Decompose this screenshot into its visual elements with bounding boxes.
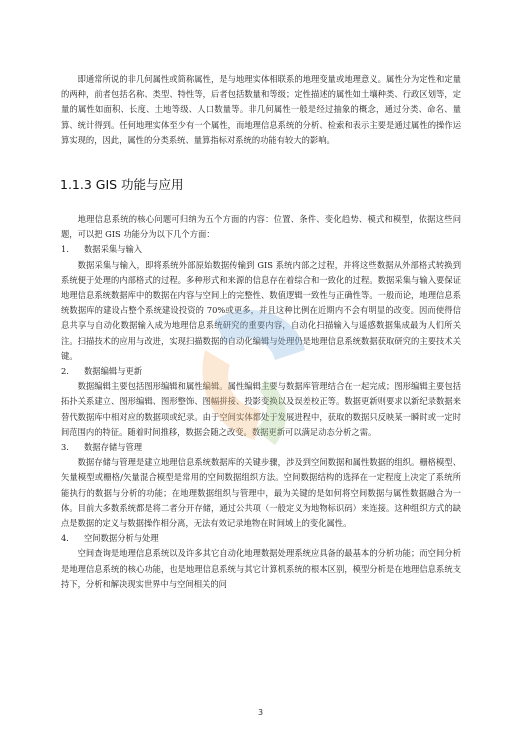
list-item-4 bbox=[61, 531, 461, 592]
list-item-heading bbox=[61, 242, 461, 257]
list-title: 数据编辑与更新 bbox=[84, 366, 143, 377]
list-item-body: 空间查询是地理信息系统以及许多其它自动化地理数据处理系统应具备的最基本的分析功能；而空间分析是地理信息系统的核心功能，也是地理信息系统与其它计算机系统的根本区别，模型分析是在地理信息系统支持下，分析和解决现实世界中与空间相关的问 bbox=[61, 548, 461, 589]
list-number: 3. bbox=[61, 442, 69, 453]
list-item-2 bbox=[61, 364, 461, 440]
list-item-3 bbox=[61, 440, 461, 531]
list-number: 1. bbox=[61, 244, 69, 255]
list-title: 数据存储与管理 bbox=[84, 442, 143, 453]
list-item-heading bbox=[61, 364, 461, 379]
list-item-body: 数据存储与管理是建立地理信息系统数据库的关键步骤，涉及到空间数据和属性数据的组织。栅格模型、矢量模型或栅格/矢量混合模型是常用的空间数据组织方法。空间数据结构的选择在一定程度上决定了系统所能执行的数据与分析的功能；在地理数据组织与管理中，最为关键的是如何将空间数据与属性数据融合为一体。目前大多数系统都是将二者分开存储，通过公共项（一般定义为地物标识码）来连接。这种组织方式的缺点是数据的定义与数据操作相分离，无法有效记录地物在时间域上的变化属性。 bbox=[61, 457, 461, 529]
page-body bbox=[61, 72, 461, 592]
list-number: 4. bbox=[61, 533, 69, 544]
section-heading: 1.1.3 GIS 功能与应用 bbox=[60, 177, 184, 193]
intro-paragraph: 即通常所说的非几何属性或简称属性，是与地理实体相联系的地理变量或地理意义。属性分为定性和定量的两种，前者包括名称、类型、特性等，后者包括数量和等级；定性描述的属性如土壤种类、行政区划等，定量的属性如面积、长度、土地等级、人口数量等。非几何属性一般是经过抽象的概念，通过分类、命名、量算、统计得到。任何地理实体至少有一个属性，而地理信息系统的分析、检索和表示主要是通过属性的操作运算实现的，因此，属性的分类系统、量算指标对系统的功能有较大的影响。 bbox=[61, 74, 461, 145]
page-number: 3 bbox=[257, 708, 264, 717]
section-intro-paragraph: 地理信息系统的核心问题可归纳为五个方面的内容：位置、条件、变化趋势、模式和模型，依据这些问题，可以把 GIS 功能分为以下几个方面： bbox=[61, 214, 461, 240]
list-number: 2. bbox=[61, 366, 69, 377]
list-item-heading bbox=[61, 531, 461, 546]
list-item-heading bbox=[61, 440, 461, 455]
list-item-body: 数据编辑主要包括图形编辑和属性编辑。属性编辑主要与数据库管理结合在一起完成；图形编辑主要包括拓扑关系建立、图形编辑、图形整饰、图幅拼接、投影变换以及误差校正等。数据更新则要求以新纪录数据来替代数据库中相对应的数据项或纪录。由于空间实体都处于发展进程中，获取的数据只反映某一瞬时或一定时间范围内的特征。随着时间推移，数据会随之改变。数据更新可以满足动态分析之需。 bbox=[61, 381, 461, 437]
list-item-body: 数据采集与输入，即将系统外部原始数据传输到 GIS 系统内部之过程，并将这些数据从外部格式转换到系统便于处理的内部格式的过程。多种形式和来源的信息存在着综合和一致化的过程。数据采集与输入要保证地理信息系统数据库中的数据在内容与空间上的完整性、数值逻辑一致性与正确性等。一般而论，地理信息系统数据库的建设占整个系统建设投资的 70%或更多，并且这种比例在近期内不会有明显的改变。因而使得信息共享与自动化数据输入成为地理信息系统研究的重要内容，自动化扫描输入与遥感数据集成最为人们所关注。扫描技术的应用与改进，实现扫描数据的自动化编辑与处理仍是地理信息系统数据获取研究的主要技术关键。 bbox=[61, 259, 461, 361]
list-title: 数据采集与输入 bbox=[84, 244, 143, 255]
list-title: 空间数据分析与处理 bbox=[84, 533, 159, 544]
list-item-1 bbox=[61, 242, 461, 364]
